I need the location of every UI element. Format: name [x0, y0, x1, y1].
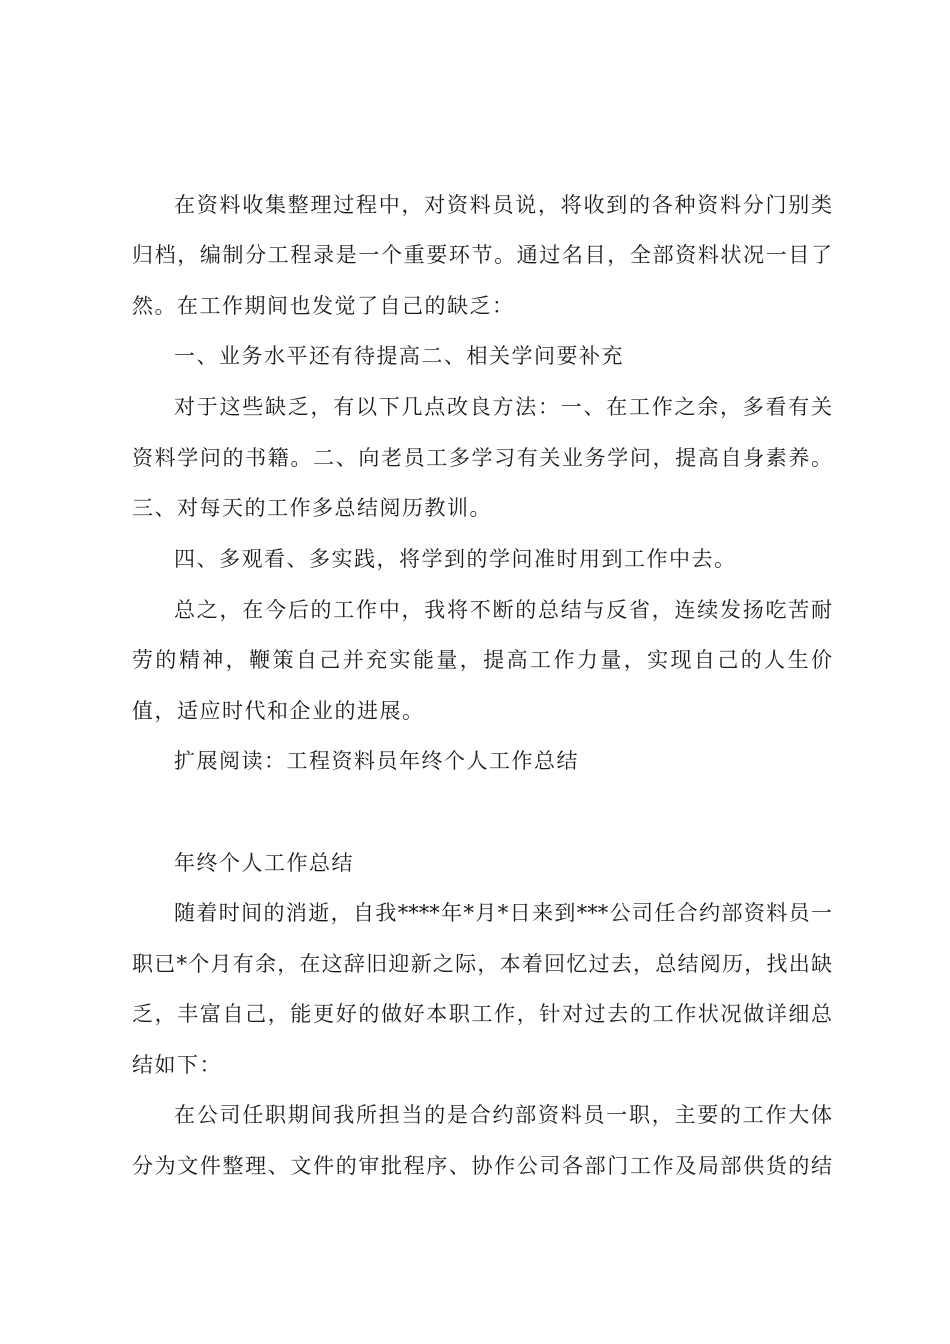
paragraph-5-line-2: 劳的精神，鞭策自己并充实能量，提高工作力量，实现自己的人生价	[132, 648, 832, 672]
paragraph-6-line-3: 乏，丰富自己，能更好的做好本职工作，针对过去的工作状况做详细总	[132, 1002, 832, 1026]
paragraph-3-line-1: 对于这些缺乏，有以下几点改良方法：一、在工作之余，多看有关	[174, 395, 832, 419]
extended-reading-title: 扩展阅读：工程资料员年终个人工作总结	[174, 749, 579, 773]
paragraph-6-line-4: 结如下：	[132, 1053, 222, 1077]
paragraph-3-line-2: 资料学问的书籍。二、向老员工多学习有关业务学问，提高自身素养。	[132, 446, 832, 470]
paragraph-7-line-1: 在公司任职期间我所担当的是合约部资料员一职，主要的工作大体	[174, 1103, 832, 1127]
paragraph-4-line-1: 四、多观看、多实践，将学到的学问准时用到工作中去。	[174, 547, 737, 571]
paragraph-1-line-3: 然。在工作期间也发觉了自己的缺乏：	[132, 294, 515, 318]
paragraph-6-line-2: 职已*个月有余，在这辞旧迎新之际，本着回忆过去，总结阅历，找出缺	[132, 952, 832, 976]
section-heading: 年终个人工作总结	[174, 851, 354, 875]
paragraph-5-line-1: 总之，在今后的工作中，我将不断的总结与反省，连续发扬吃苦耐	[174, 598, 832, 622]
paragraph-7-line-2: 分为文件整理、文件的审批程序、协作公司各部门工作及局部供货的结	[132, 1154, 832, 1178]
paragraph-2-line-1: 一、业务水平还有待提高二、相关学问要补充	[174, 344, 624, 368]
paragraph-6-line-1: 随着时间的消逝，自我****年*月*日来到***公司任合约部资料员一	[174, 901, 832, 925]
paragraph-3-line-3: 三、对每天的工作多总结阅历教训。	[132, 496, 492, 520]
paragraph-1-line-2: 归档，编制分工程录是一个重要环节。通过名目，全部资料状况一目了	[132, 243, 832, 267]
paragraph-5-line-3: 值，适应时代和企业的进展。	[132, 699, 425, 723]
paragraph-1-line-1: 在资料收集整理过程中，对资料员说，将收到的各种资料分门别类	[174, 193, 832, 217]
